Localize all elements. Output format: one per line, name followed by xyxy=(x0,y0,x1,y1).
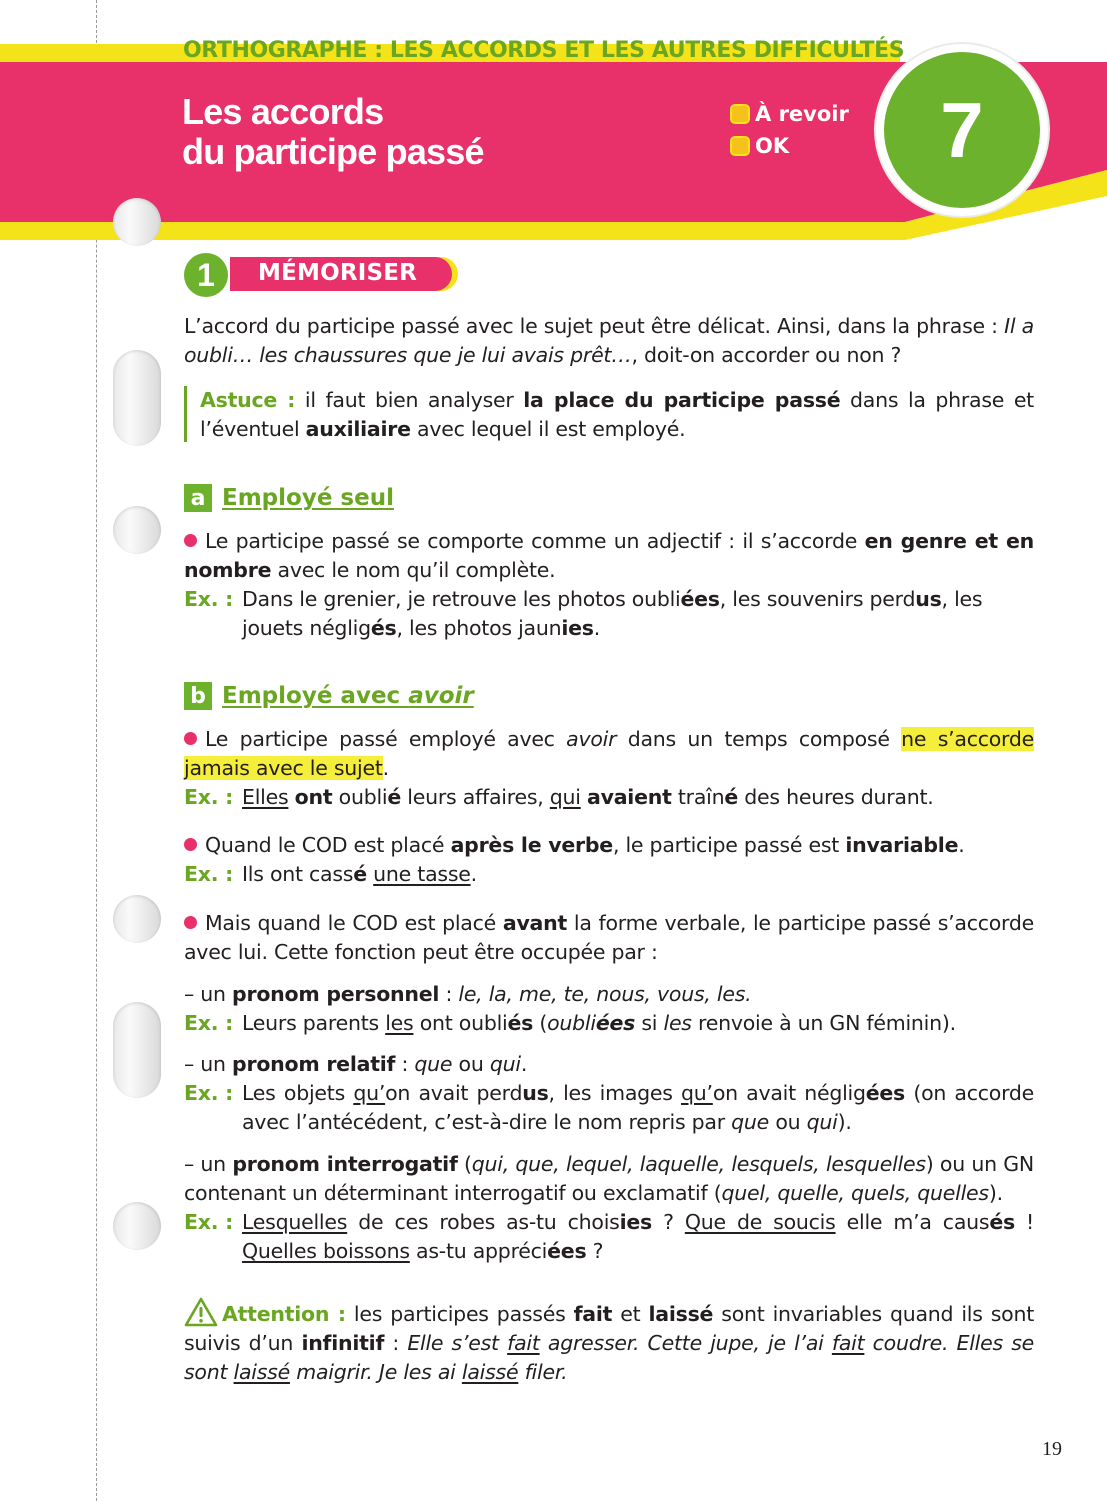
ending: é xyxy=(353,862,367,886)
attention-label: Attention : xyxy=(222,1302,346,1326)
ending: és xyxy=(370,616,397,640)
text: des heures durant. xyxy=(738,785,934,809)
text: ). xyxy=(988,1181,1003,1205)
text: si xyxy=(635,1011,664,1035)
check-revoir[interactable] xyxy=(730,98,849,130)
subheading-title xyxy=(222,683,474,709)
text-bold: en genre et en nombre xyxy=(184,529,1034,582)
check-ok-label: OK xyxy=(755,134,790,158)
text-italic: avoir xyxy=(408,683,474,709)
ending: ées xyxy=(595,1011,636,1035)
example-text xyxy=(242,1079,1034,1137)
text-bold: pronom interrogatif xyxy=(232,1152,458,1176)
attention-paragraph xyxy=(184,1297,1034,1387)
text: Quand le COD est placé xyxy=(205,833,451,857)
section-label: MÉMORISER xyxy=(258,260,418,286)
text: ! xyxy=(1014,1210,1035,1234)
binder-hole xyxy=(113,1202,161,1250)
text-bold: infinitif xyxy=(301,1331,385,1355)
text-underlined: laissé xyxy=(233,1360,290,1384)
example-label: Ex. : xyxy=(184,587,234,611)
page-title-line-2: du participe passé xyxy=(182,131,484,172)
check-revoir-label: À revoir xyxy=(755,102,849,126)
text: – un xyxy=(184,1152,233,1176)
bullet-dot-icon xyxy=(184,916,197,929)
chapter-header xyxy=(0,0,1107,240)
text: Dans le grenier, je retrouve les photos oubli xyxy=(242,587,681,611)
example-a xyxy=(184,585,1034,643)
text-bold: pronom personnel xyxy=(232,982,440,1006)
text: la forme verbale, le participe passé s’accorde avec lui. Cette fonction peut être occupée par : xyxy=(184,911,1034,964)
text-italic: qui, que, lequel, laquelle, lesquels, lesquelles xyxy=(471,1152,926,1176)
astuce-paragraph xyxy=(200,386,1034,444)
ending: és xyxy=(989,1210,1015,1234)
subheading-b xyxy=(184,682,474,710)
example-text xyxy=(242,860,1034,889)
example-label: Ex. : xyxy=(184,862,234,886)
text-italic: que xyxy=(414,1052,453,1076)
text: Mais quand le COD est placé xyxy=(205,911,503,935)
text: : xyxy=(395,1052,415,1076)
warning-triangle-icon xyxy=(184,1297,218,1327)
list-item-pronom-relatif xyxy=(184,1050,1034,1079)
text: , doit-on accorder ou non ? xyxy=(631,343,902,367)
example-text xyxy=(242,783,1034,812)
text: dans la phrase et l’éventuel xyxy=(200,388,1034,441)
text: (on accorde avec l’antécédent, c’est-à-dire le nom repris par xyxy=(242,1081,1035,1134)
text: . xyxy=(958,833,965,857)
text-bold: laissé xyxy=(648,1302,714,1326)
rule-paragraph-b3 xyxy=(184,909,1034,967)
example-label: Ex. : xyxy=(184,1081,234,1105)
text-underlined: Que de soucis xyxy=(684,1210,836,1234)
text: elle m’a caus xyxy=(835,1210,990,1234)
binder-hole xyxy=(113,198,161,246)
ending: us xyxy=(915,587,942,611)
text: avec le nom qu’il complète. xyxy=(271,558,556,582)
example-b5 xyxy=(184,1208,1034,1266)
text-underlined: qui xyxy=(549,785,581,809)
example-label: Ex. : xyxy=(184,1011,234,1035)
text: agresser. Cette jupe, je l’ai xyxy=(539,1331,832,1355)
text-italic: qui xyxy=(489,1052,521,1076)
text: ( xyxy=(533,1011,548,1035)
text: – un xyxy=(184,982,233,1006)
text: as-tu appréci xyxy=(409,1239,548,1263)
text-bold: pronom relatif xyxy=(232,1052,396,1076)
text: Leurs parents xyxy=(242,1011,386,1035)
rule-paragraph-a xyxy=(184,527,1034,585)
section-label-pill xyxy=(230,257,452,291)
text: . xyxy=(520,1052,528,1076)
check-ok[interactable] xyxy=(730,130,849,162)
text: Ils ont cass xyxy=(242,862,354,886)
text: Les objets xyxy=(242,1081,354,1105)
text: on avait perd xyxy=(385,1081,523,1105)
text: , les souvenirs perd xyxy=(719,587,916,611)
subheading-letter: b xyxy=(184,682,212,710)
text-italic: qui xyxy=(806,1110,838,1134)
text: dans un temps composé xyxy=(616,727,902,751)
rule-paragraph-b2 xyxy=(184,831,1034,860)
text-bold: auxiliaire xyxy=(305,417,411,441)
example-b3 xyxy=(184,1009,1034,1038)
chapter-kicker: ORTHOGRAPHE : LES ACCORDS ET LES AUTRES DIFFICULTÉS xyxy=(183,38,905,63)
list-item-pronom-personnel xyxy=(184,980,1034,1009)
text: ). xyxy=(837,1110,852,1134)
ending: ées xyxy=(865,1081,906,1105)
text-italic: oubli xyxy=(547,1011,596,1035)
example-label: Ex. : xyxy=(184,1210,234,1234)
text: traîn xyxy=(671,785,725,809)
chapter-number-badge xyxy=(876,44,1048,216)
text: L’accord du participe passé avec le sujet peut être délicat. Ainsi, dans la phrase : xyxy=(184,314,1005,338)
text: Le participe passé employé avec xyxy=(205,727,567,751)
text: renvoie à un GN féminin). xyxy=(691,1011,956,1035)
binder-hole xyxy=(113,1002,161,1098)
page-title xyxy=(182,92,484,172)
text-underlined: une tasse xyxy=(373,862,471,886)
subheading-a xyxy=(184,484,394,512)
example-b1 xyxy=(184,783,1034,812)
text-italic: les xyxy=(663,1011,692,1035)
example-text xyxy=(242,1009,1034,1038)
text: avec lequel il est employé. xyxy=(410,417,686,441)
text-underlined: Quelles boissons xyxy=(242,1239,410,1263)
text-italic: quel, quelle, quels, quelles xyxy=(721,1181,989,1205)
astuce-label: Astuce : xyxy=(200,388,296,412)
example-sentence: Il a oubli… les chaussures que je lui avais prêt… xyxy=(184,314,1034,367)
text: , les photos jaun xyxy=(396,616,562,640)
text: ou xyxy=(769,1110,807,1134)
example-b2 xyxy=(184,860,1034,889)
text: ( xyxy=(457,1152,472,1176)
section-number: 1 xyxy=(184,253,228,297)
subheading-title: Employé seul xyxy=(222,485,394,511)
ending: ées xyxy=(680,587,720,611)
binder-hole xyxy=(113,895,161,943)
text: ont oubli xyxy=(413,1011,508,1035)
intro-paragraph xyxy=(184,312,1034,370)
text-underlined: fait xyxy=(507,1331,540,1355)
checkbox-icon[interactable] xyxy=(730,104,750,124)
ending: ies xyxy=(561,616,594,640)
text-underlined: laissé xyxy=(461,1360,519,1384)
text-underlined: Lesquelles xyxy=(242,1210,348,1234)
bullet-dot-icon xyxy=(184,534,197,547)
text-underlined: les xyxy=(385,1011,414,1035)
text-underlined: Elles xyxy=(242,785,289,809)
text-bold: après le verbe xyxy=(450,833,613,857)
review-checklist xyxy=(730,98,849,162)
ending: ées xyxy=(547,1239,587,1263)
text: – un xyxy=(184,1052,233,1076)
text: . xyxy=(382,756,389,780)
subheading-letter: a xyxy=(184,484,212,512)
text: ? xyxy=(651,1210,685,1234)
text: , les images xyxy=(548,1081,682,1105)
example-b4 xyxy=(184,1079,1034,1137)
ending: é xyxy=(387,785,402,809)
binder-hole xyxy=(113,350,161,446)
text-italic: avoir xyxy=(566,727,617,751)
text: oubli xyxy=(332,785,388,809)
page-number: 19 xyxy=(1042,1438,1062,1460)
text-underlined: qu’ xyxy=(353,1081,386,1105)
text: Elle s’est xyxy=(407,1331,508,1355)
page-title-line-1: Les accords xyxy=(182,91,384,132)
bullet-dot-icon xyxy=(184,838,197,851)
text: on avait néglig xyxy=(712,1081,866,1105)
text-bold: ont xyxy=(294,785,333,809)
example-text xyxy=(242,1208,1034,1266)
text: maigrir. Je les ai xyxy=(289,1360,462,1384)
highlighted-text: ne s’accorde jamais avec le sujet xyxy=(184,727,1034,780)
text: de ces robes as-tu chois xyxy=(347,1210,620,1234)
text: et xyxy=(612,1302,649,1326)
ending: é xyxy=(724,785,739,809)
text: ) ou un GN contenant un déterminant interrogatif ou exclamatif ( xyxy=(184,1152,1034,1205)
rule-paragraph-b1 xyxy=(184,725,1034,783)
text-bold: la place du participe passé xyxy=(523,388,841,412)
text: Employé avec xyxy=(222,683,409,709)
text: ou xyxy=(452,1052,490,1076)
text-underlined: qu’ xyxy=(681,1081,713,1105)
list-item-pronom-interrogatif xyxy=(184,1150,1034,1208)
ending: us xyxy=(522,1081,549,1105)
example-label: Ex. : xyxy=(184,785,234,809)
text: . xyxy=(470,862,477,886)
text: les participes passés xyxy=(345,1302,574,1326)
text: : xyxy=(384,1331,408,1355)
example-text xyxy=(242,585,1034,643)
text: , le participe passé est xyxy=(612,833,846,857)
ending: és xyxy=(507,1011,534,1035)
text: coudre. Elles se sont xyxy=(184,1331,1034,1384)
text: , les jouets néglig xyxy=(242,587,983,640)
checkbox-icon[interactable] xyxy=(730,136,750,156)
text: filer. xyxy=(518,1360,568,1384)
astuce-bar xyxy=(184,386,187,442)
text: Le participe passé se comporte comme un adjectif : il s’accorde xyxy=(205,529,865,553)
text-bold: fait xyxy=(573,1302,613,1326)
text: ? xyxy=(586,1239,604,1263)
text-bold: avant xyxy=(502,911,568,935)
ending: ies xyxy=(619,1210,652,1234)
text: leurs affaires, xyxy=(401,785,550,809)
text: : xyxy=(439,982,459,1006)
text-bold: invariable xyxy=(845,833,959,857)
text-bold: avaient xyxy=(587,785,672,809)
binder-hole xyxy=(113,506,161,554)
text-italic: que xyxy=(731,1110,770,1134)
text-italic: le, la, me, te, nous, vous, les. xyxy=(458,982,752,1006)
bullet-dot-icon xyxy=(184,732,197,745)
text: sont invariables quand ils sont suivis d’un xyxy=(184,1302,1035,1355)
text: il faut bien analyser xyxy=(295,388,524,412)
text-underlined: fait xyxy=(831,1331,865,1355)
text: . xyxy=(593,616,600,640)
chapter-number: 7 xyxy=(940,85,984,174)
